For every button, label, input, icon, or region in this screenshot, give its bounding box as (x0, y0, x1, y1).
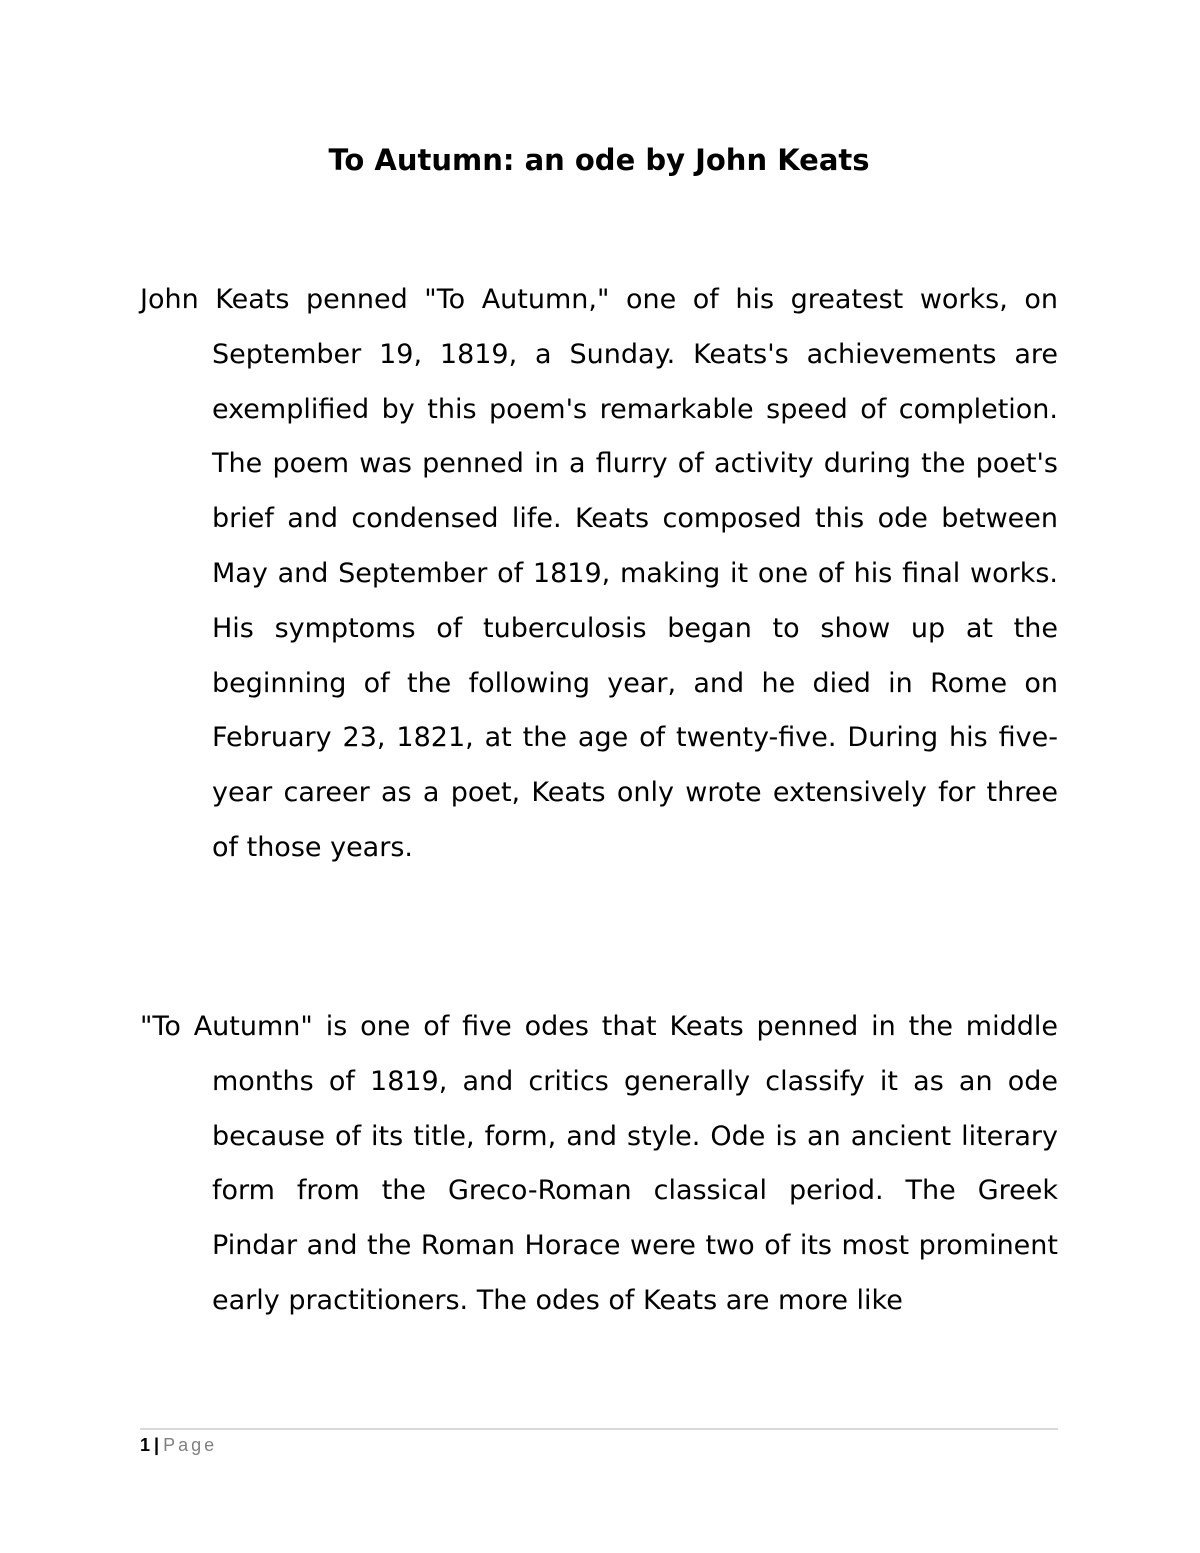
body-paragraph-2: "To Autumn" is one of five odes that Keats penned in the middle months of 1819, and critics generally classify it as an ode because of its title, form, and style. Ode is an ancient literary form from the Greco-Roman classical period. The Greek Pindar and the Roman Horace were two of its most prominent early practitioners. The odes of Keats are more like (140, 1011, 1058, 1316)
page-label: Page (163, 1435, 218, 1455)
footer-divider (140, 1428, 1058, 1430)
footer-separator: | (154, 1435, 160, 1455)
document-title: To Autumn: an ode by John Keats (328, 143, 870, 177)
page-number: 1 (140, 1435, 151, 1455)
body-paragraph-1: John Keats penned "To Autumn," one of his greatest works, on September 19, 1819, a Sunday. Keats's achievements are exemplified by this poem's remarkable speed of completion. The poem was penned in a flurry of activity during the poet's brief and condensed life. Keats composed this ode between May and September of 1819, making it one of his final works. His symptoms of tuberculosis began to show up at the beginning of the following year, and he died in Rome on February 23, 1821, at the age of twenty-five. During his five-year career as a poet, Keats only wrote extensively for three of those years. (140, 284, 1058, 863)
page-footer (140, 1434, 217, 1456)
